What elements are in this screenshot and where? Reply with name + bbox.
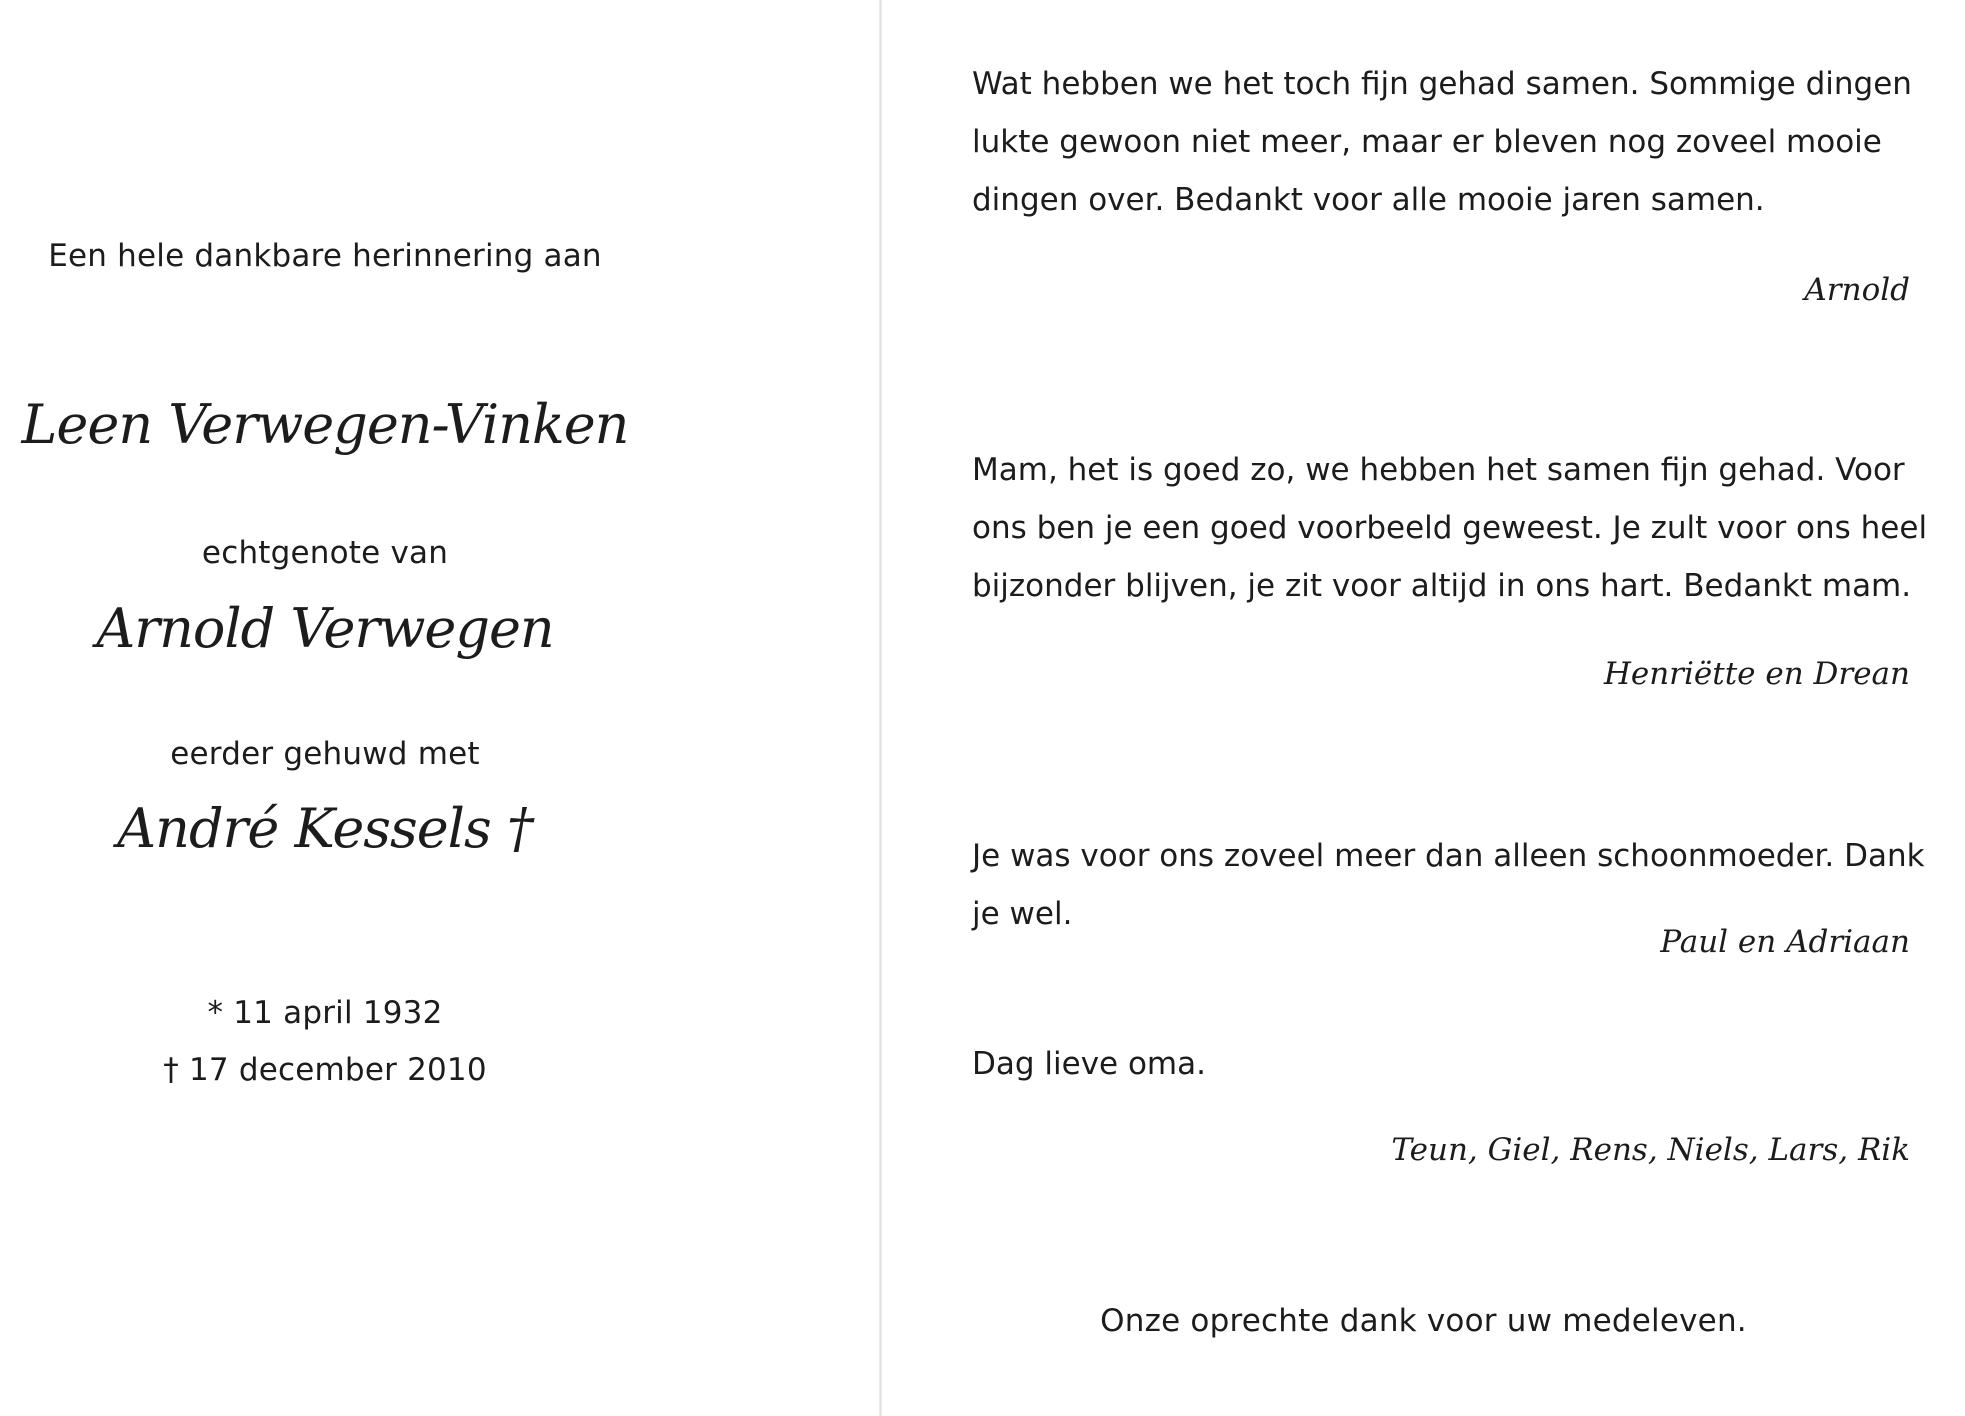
former-spouse-name: André Kessels † xyxy=(117,797,533,860)
intro-text: Een hele dankbare herinnering aan xyxy=(48,238,602,274)
spouse-name: Arnold Verwegen xyxy=(96,597,554,660)
spouse-label: echtgenote van xyxy=(201,535,449,571)
former-spouse-label: eerder gehuwd met xyxy=(170,736,480,772)
message-paragraph: Wat hebben we het toch fijn gehad samen. Sommige dingen lukte gewoon niet meer, maar er bleven nog zoveel mooie dingen over. Bedankt voor alle mooie jaren samen. xyxy=(972,66,1912,218)
right-page xyxy=(882,0,1965,1416)
message-signature: Arnold xyxy=(1804,272,1910,308)
closing-text: Onze oprechte dank voor uw medeleven. xyxy=(1100,1303,1747,1339)
message-paragraph: Mam, het is goed zo, we hebben het samen fijn gehad. Voor ons ben je een goed voorbeeld geweest. Je zult voor ons heel bijzonder blijven, je zit voor altijd in ons hart. Bedankt mam. xyxy=(972,452,1928,604)
message-signature: Paul en Adriaan xyxy=(1660,924,1910,960)
message-paragraph: Je was voor ons zoveel meer dan alleen schoonmoeder. Dank je wel. xyxy=(972,838,1925,932)
deceased-name: Leen Verwegen-Vinken xyxy=(21,393,629,456)
message-signature: Henriëtte en Drean xyxy=(1603,656,1910,692)
left-page xyxy=(0,0,880,1416)
message-paragraph: Dag lieve oma. xyxy=(972,1046,1206,1082)
message-signature: Teun, Giel, Rens, Niels, Lars, Rik xyxy=(1391,1132,1910,1168)
death-date: † 17 december 2010 xyxy=(163,1052,487,1088)
birth-date: * 11 april 1932 xyxy=(207,995,443,1031)
